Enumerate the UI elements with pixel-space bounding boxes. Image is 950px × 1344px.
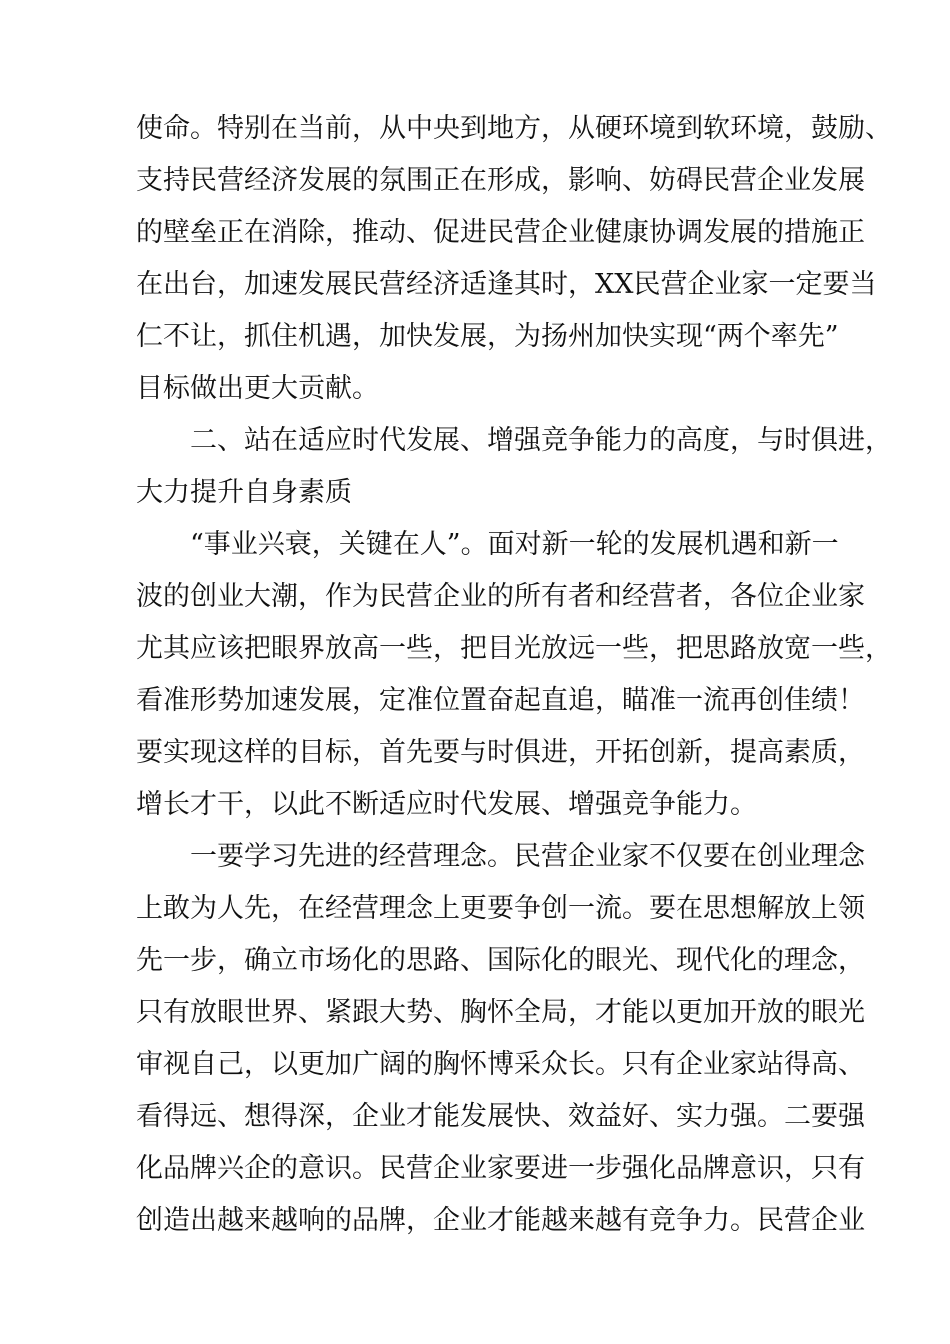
text-line: 的壁垒正在消除，推动、促进民营企业健康协调发展的措施正 (136, 217, 865, 248)
text-line: 要实现这样的目标，首先要与时俱进，开拓创新，提高素质， (136, 737, 865, 768)
text-line: 波的创业大潮，作为民营企业的所有者和经营者，各位企业家 (136, 581, 865, 612)
text-line: 增长才干，以此不断适应时代发展、增强竞争能力。 (136, 789, 757, 820)
text-line: 支持民营经济发展的氛围正在形成，影响、妨碍民营企业发展 (136, 165, 865, 196)
section-heading-line: 二、站在适应时代发展、增强竞争能力的高度，与时俱进， (190, 425, 892, 456)
document-body (136, 103, 892, 1247)
text-line: 创造出越来越响的品牌，企业才能越来越有竞争力。民营企业 (136, 1205, 865, 1236)
text-line: 仁不让，抓住机遇，加快发展，为扬州加快实现“两个率先” (136, 321, 839, 352)
text-line: 化品牌兴企的意识。民营企业家要进一步强化品牌意识，只有 (136, 1153, 865, 1184)
text-line: 看准形势加速发展，定准位置奋起直追，瞄准一流再创佳绩！ (136, 685, 865, 716)
text-line: “事业兴衰，关键在人”。面对新一轮的发展机遇和新一 (190, 529, 839, 560)
text-line: 目标做出更大贡献。 (136, 373, 379, 404)
text-line: 上敢为人先，在经营理念上更要争创一流。要在思想解放上领 (136, 893, 865, 924)
text-line: 一要学习先进的经营理念。民营企业家不仅要在创业理念 (190, 841, 865, 872)
text-line: 看得远、想得深，企业才能发展快、效益好、实力强。二要强 (136, 1101, 865, 1132)
section-heading-line: 大力提升自身素质 (136, 477, 352, 508)
text-line: 审视自己，以更加广阔的胸怀博采众长。只有企业家站得高、 (136, 1049, 865, 1080)
text-line: 尤其应该把眼界放高一些，把目光放远一些，把思路放宽一些， (136, 633, 892, 664)
text-line: 先一步，确立市场化的思路、国际化的眼光、现代化的理念， (136, 945, 865, 976)
text-line: 使命。特别在当前，从中央到地方，从硬环境到软环境，鼓励、 (136, 113, 892, 144)
text-line: 在出台，加速发展民营经济适逢其时，XX民营企业家一定要当 (136, 269, 877, 300)
text-line: 只有放眼世界、紧跟大势、胸怀全局，才能以更加开放的眼光 (136, 997, 865, 1028)
